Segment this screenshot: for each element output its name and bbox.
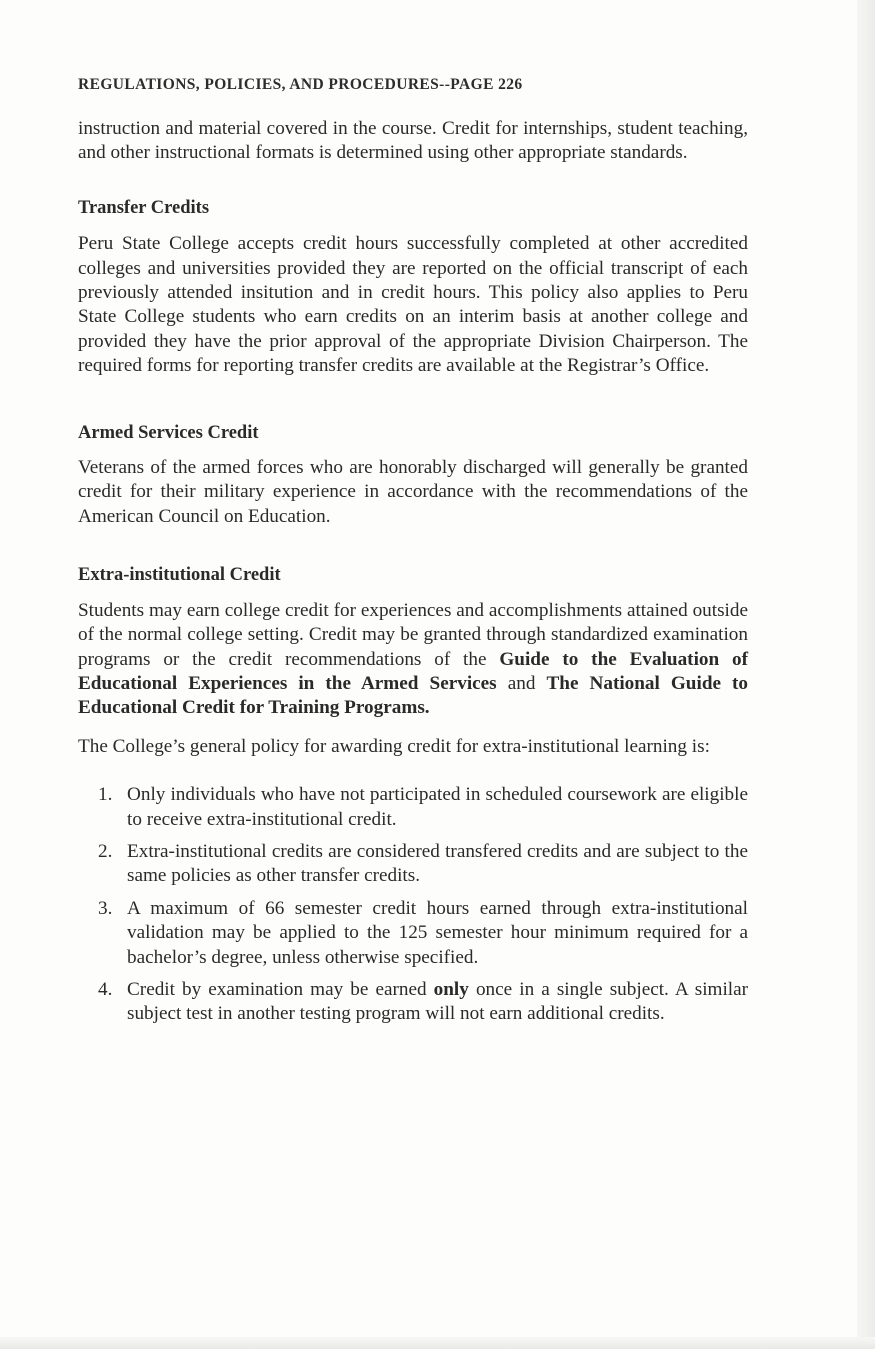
list-item-emphasis: only — [433, 978, 469, 1000]
page-edge-shadow — [857, 0, 875, 1349]
list-item-text-after: once in a single subject. A similar subject test in another testing program will not earn additional credits. — [127, 978, 749, 1025]
list-item-number: 4. — [98, 978, 113, 1000]
list-item-number: 1. — [98, 784, 113, 806]
list-item-text: Only individuals who have not participated in scheduled coursework are eligible to receive extra-institutional credit. — [127, 784, 748, 830]
extra-institutional-paragraph — [78, 599, 748, 721]
armed-services-paragraph: Veterans of the armed forces who are honorably discharged will generally be granted credit for their military experience in accordance with the recommendations of the American Council on Education. — [78, 457, 748, 527]
armed-services-section — [78, 421, 748, 530]
policy-intro-paragraph: The College’s general policy for awarding credit for extra-institutional learning is: — [78, 735, 710, 757]
extra-text: Students may earn college credit for experiences and accomplishments attained outside of the normal college setting. Credit may be granted through standardized examination programs or the credit recommendations of the — [78, 599, 748, 670]
list-item — [78, 783, 748, 832]
list-item — [78, 840, 748, 889]
extra-institutional-section — [78, 563, 748, 1027]
page-content — [78, 117, 748, 1027]
transfer-credits-heading: Transfer Credits — [78, 197, 210, 218]
list-item — [78, 897, 748, 970]
transfer-credits-paragraph: Peru State College accepts credit hours successfully completed at other accredited colleges and universities provided they are reported on the official transcript of each previously attended insitution and in credit hours. This policy also applies to Peru State College students who earn credits on an interim basis at another college and provided they have the prior approval of the appropriate Division Chairperson. The required forms for reporting transfer credits are available at the Registrar’s Office. — [78, 233, 748, 377]
list-item-text: A maximum of 66 semester credit hours earned through extra-institutional validation may be applied to the 125 semester hour minimum required for a bachelor’s degree, unless otherwise specified. — [127, 897, 748, 968]
list-item — [78, 978, 748, 1027]
conjunction: and — [507, 672, 536, 694]
list-item-number: 2. — [98, 840, 113, 862]
armed-services-heading: Armed Services Credit — [78, 422, 259, 443]
intro-paragraph: instruction and material covered in the course. Credit for internships, student teaching, and other instructional formats is determined using other appropriate standards. — [78, 118, 748, 164]
list-item-text: Extra-institutional credits are considered transfered credits and are subject to the same policies as other transfer credits. — [127, 840, 748, 887]
extra-institutional-heading: Extra-institutional Credit — [78, 565, 281, 586]
running-head: REGULATIONS, POLICIES, AND PROCEDURES--PAGE 226 — [78, 76, 523, 93]
transfer-credits-section — [78, 196, 748, 379]
page-bottom-shadow — [0, 1337, 875, 1349]
guide-title-armed-services: Guide to the Evaluation of Educational Experiences in the Armed Services — [78, 648, 749, 694]
list-item-text-before: Credit by examination may be earned — [127, 978, 427, 1000]
policy-list — [78, 783, 748, 1027]
guide-title-training-programs: The National Guide to Educational Credit for Training Programs. — [78, 672, 749, 719]
list-item-number: 3. — [98, 897, 113, 919]
